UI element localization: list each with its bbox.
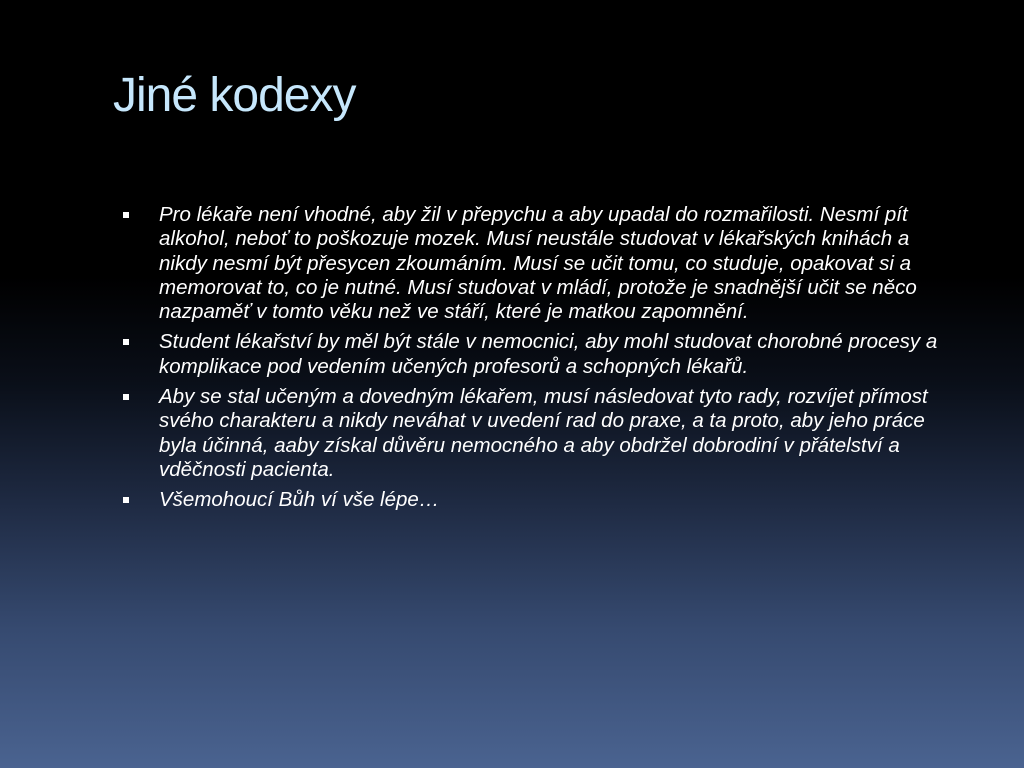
bullet-text: Všemohoucí Bůh ví vše lépe… bbox=[159, 488, 440, 512]
square-bullet-icon bbox=[123, 212, 129, 218]
bullet-item bbox=[118, 203, 958, 324]
bullet-text: Student lékařství by měl být stále v nemocnici, aby mohl studovat chorobné procesy a komplikace pod vedením učených profesorů a schopných lékařů. bbox=[159, 330, 938, 378]
square-bullet-icon bbox=[123, 497, 129, 503]
bullet-text: Pro lékaře není vhodné, aby žil v přepychu a aby upadal do rozmařilosti. Nesmí pít alkohol, neboť to poškozuje mozek. Musí neustále studovat v lékařských knihách a nikdy nesmí být přesycen zkoumáním. Musí se učit tomu, co studuje, opakovat si a memorovat to, co je nutné. Musí studovat v mládí, protože je snadnější učit se něco nazpaměť v tomto věku než ve stáří, které je matkou zapomnění. bbox=[159, 203, 917, 324]
square-bullet-icon bbox=[123, 394, 129, 400]
bullet-item bbox=[118, 385, 958, 482]
bullet-item bbox=[118, 488, 958, 512]
bullet-item bbox=[118, 330, 958, 379]
slide-title: Jiné kodexy bbox=[113, 69, 356, 122]
bullet-list bbox=[118, 203, 958, 519]
square-bullet-icon bbox=[123, 339, 129, 345]
bullet-text: Aby se stal učeným a dovedným lékařem, musí následovat tyto rady, rozvíjet přímost svého charakteru a nikdy neváhat v uvedení rad do praxe, a ta proto, aby jeho práce byla účinná, aaby získal důvěru nemocného a aby obdržel dobrodiní v přátelství a vděčnosti pacienta. bbox=[159, 385, 928, 481]
